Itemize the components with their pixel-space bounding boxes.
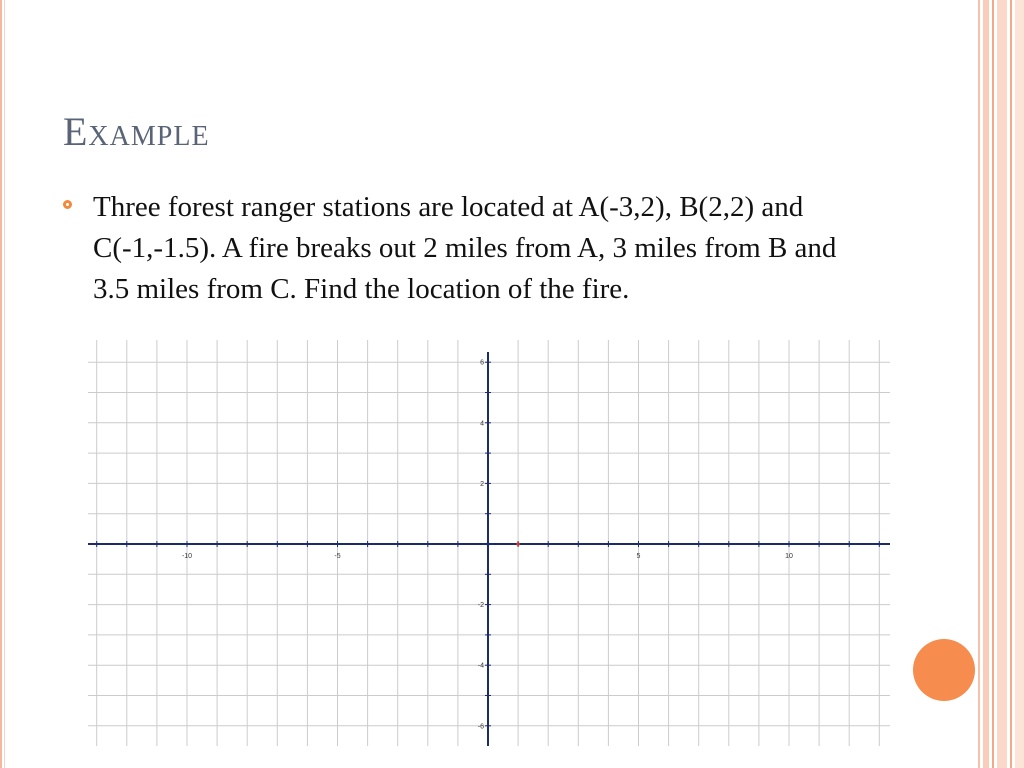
decorative-orange-circle: [913, 639, 975, 701]
x-tick-label: -10: [181, 553, 193, 560]
y-tick-label: -4: [477, 662, 484, 670]
bullet-text: Three forest ranger stations are located at A(-3,2), B(2,2) and C(-1,-1.5). A fire breaks out 2 miles from A, 3 miles from B and 3.5 miles from C. Find the location of the fire.: [93, 191, 837, 305]
slide-title: Example: [63, 109, 210, 154]
y-tick-label: -6: [477, 723, 484, 731]
x-tick-label: 10: [785, 553, 793, 560]
y-tick-label: -2: [477, 602, 484, 610]
y-tick-label: 2: [480, 480, 484, 488]
x-tick-label: -5: [334, 553, 341, 560]
origin-point: [486, 542, 489, 545]
x-tick-label: 5: [636, 553, 641, 560]
y-tick-label: 4: [480, 420, 484, 428]
data-point: [516, 542, 520, 546]
y-tick-label: 6: [480, 359, 484, 367]
bullet-circle-icon: [63, 200, 72, 209]
